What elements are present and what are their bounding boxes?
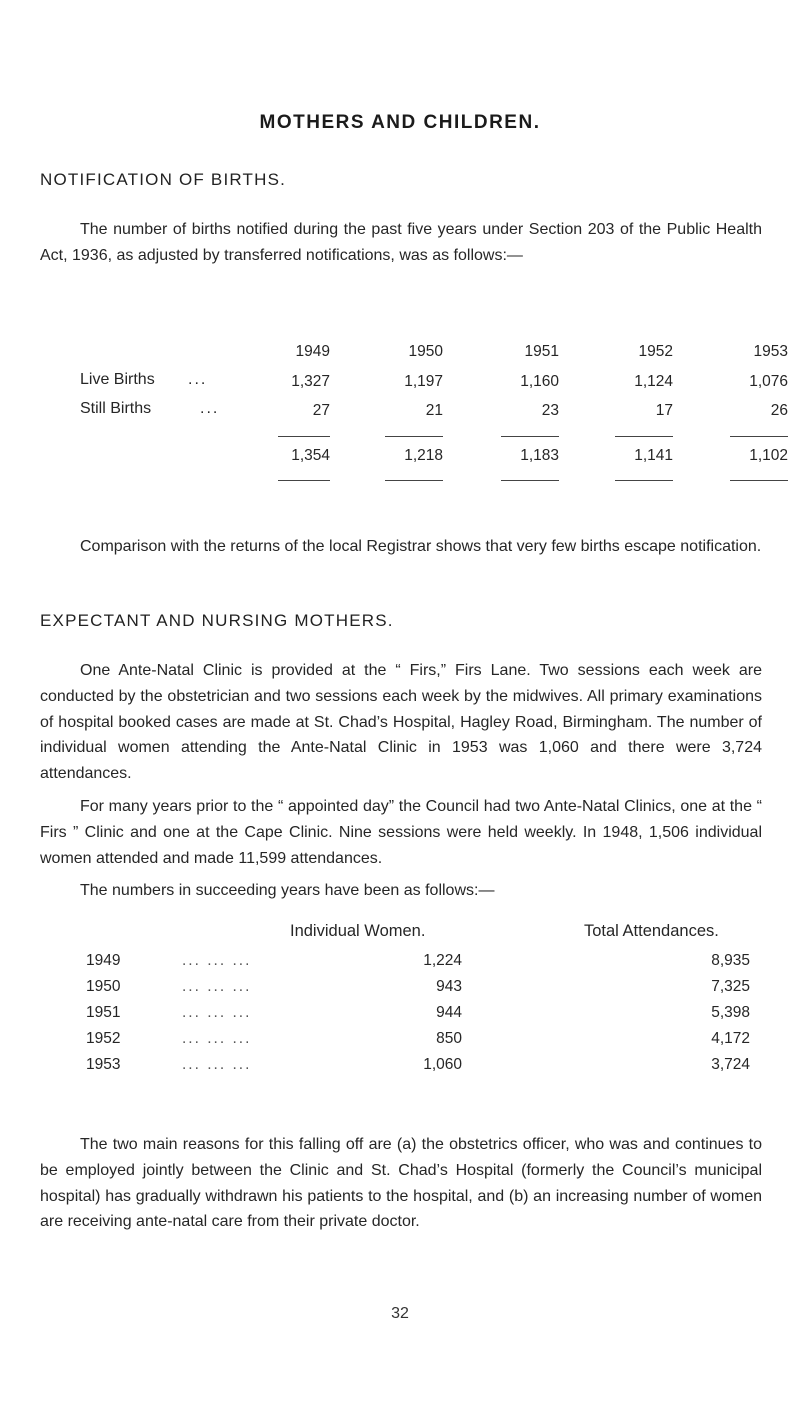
- total-attendances-value: 3,724: [711, 1056, 750, 1073]
- total-rule: [730, 480, 788, 481]
- ante-natal-paragraph: One Ante-Natal Clinic is provided at the “ Firs,” Firs Lane. Two sessions each week are conducted by the obstetrician and two sessions each week by the midwives. All primary examinations of hospital booked cases are made at St. Chad’s Hospital, Hagley Road, Birmingham. The number of individual women attending the Ante-Natal Clinic in 1953 was 1,060 and there were 3,724 attendances.: [40, 662, 762, 783]
- total-attendances-value: 5,398: [711, 1004, 750, 1021]
- sum-rule: [501, 436, 559, 437]
- section-heading-expectant-mothers: EXPECTANT AND NURSING MOTHERS.: [40, 611, 394, 630]
- sum-rule: [385, 436, 443, 437]
- still-births-value: 17: [655, 402, 673, 419]
- history-paragraph: For many years prior to the “ appointed day” the Council had two Ante-Natal Clinics, one at the “ Firs ” Clinic and one at the Cape Clinic. Nine sessions were held weekly. In 1948, 1,506 individual women attended and made 11,599 attendances.: [40, 798, 762, 867]
- page-number: 32: [391, 1305, 409, 1322]
- year-header: 1949: [295, 343, 330, 360]
- still-births-value: 21: [425, 402, 443, 419]
- total-rule: [278, 480, 330, 481]
- page-title: MOTHERS AND CHILDREN.: [259, 112, 541, 133]
- total-rule: [501, 480, 559, 481]
- total-rule: [615, 480, 673, 481]
- sum-rule: [278, 436, 330, 437]
- dot-leader: ... ... ...: [182, 1056, 252, 1073]
- total-rule: [385, 480, 443, 481]
- attendance-year: 1953: [86, 1056, 121, 1073]
- births-table: [40, 343, 788, 508]
- row-label-live-births: Live Births: [80, 371, 155, 388]
- year-header: 1952: [638, 343, 673, 360]
- still-births-value: 27: [312, 402, 330, 419]
- dot-leader: ... ... ...: [182, 978, 252, 995]
- row-label-still-births: Still Births: [80, 400, 152, 417]
- year-header: 1950: [408, 343, 443, 360]
- dot-leader: ... ... ...: [182, 1030, 252, 1047]
- individual-women-value: 850: [436, 1030, 462, 1047]
- attendance-year: 1952: [86, 1030, 121, 1047]
- attendance-table: [40, 922, 770, 1152]
- succeeding-years-paragraph: The numbers in succeeding years have been as follows:—: [80, 882, 495, 899]
- notification-paragraph: The number of births notified during the past five years under Section 203 of the Public Health Act, 1936, as adjusted by transferred notifications, was as follows:—: [40, 221, 762, 264]
- sum-rule: [615, 436, 673, 437]
- sum-rule: [730, 436, 788, 437]
- dot-leader: ...: [200, 400, 220, 417]
- attendance-year: 1951: [86, 1004, 121, 1021]
- live-births-value: 1,124: [634, 373, 673, 390]
- individual-women-value: 944: [436, 1004, 462, 1021]
- dot-leader: ... ... ...: [182, 1004, 252, 1021]
- dot-leader: ...: [188, 371, 208, 388]
- attendance-year: 1949: [86, 952, 121, 969]
- births-total: 1,102: [749, 447, 788, 464]
- births-total: 1,218: [404, 447, 443, 464]
- births-total: 1,183: [520, 447, 559, 464]
- closing-paragraph: The two main reasons for this falling off are (a) the obstetrics officer, who was and continues to be employed jointly between the Clinic and St. Chad’s Hospital (formerly the Council’s municipal hospital) has gradually withdrawn his patients to the hospital, and (b) an increasing number of women are receiving ante-natal care from their private doctor.: [40, 1136, 762, 1231]
- live-births-value: 1,327: [291, 373, 330, 390]
- year-header: 1953: [753, 343, 788, 360]
- year-header: 1951: [524, 343, 559, 360]
- attendance-year: 1950: [86, 978, 121, 995]
- live-births-value: 1,160: [520, 373, 559, 390]
- individual-women-value: 1,060: [423, 1056, 462, 1073]
- live-births-value: 1,197: [404, 373, 443, 390]
- individual-women-value: 1,224: [423, 952, 462, 969]
- section-heading-notification: NOTIFICATION OF BIRTHS.: [40, 170, 287, 189]
- total-attendances-value: 8,935: [711, 952, 750, 969]
- total-attendances-value: 4,172: [711, 1030, 750, 1047]
- births-total: 1,141: [634, 447, 673, 464]
- header-individual-women: Individual Women.: [290, 922, 426, 940]
- header-total-attendances: Total Attendances.: [584, 922, 719, 940]
- still-births-value: 23: [541, 402, 559, 419]
- individual-women-value: 943: [436, 978, 462, 995]
- total-attendances-value: 7,325: [711, 978, 750, 995]
- births-total: 1,354: [291, 447, 330, 464]
- dot-leader: ... ... ...: [182, 952, 252, 969]
- live-births-value: 1,076: [749, 373, 788, 390]
- still-births-value: 26: [770, 402, 788, 419]
- comparison-paragraph: Comparison with the returns of the local Registrar shows that very few births escape notification.: [80, 538, 762, 555]
